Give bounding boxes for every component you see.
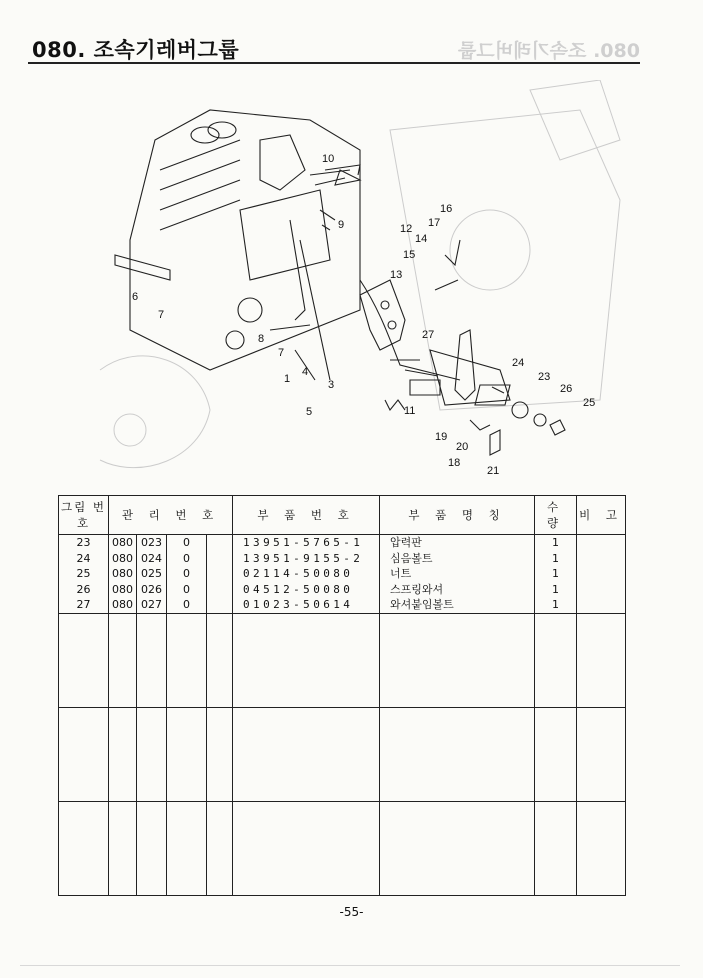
code-cell-2: [137, 645, 167, 661]
remark-cell: [577, 739, 626, 755]
quantity-cell: [535, 613, 577, 629]
ref-cell: [59, 864, 109, 880]
code-cell-2: [137, 770, 167, 786]
ref-cell: 27: [59, 597, 109, 613]
table-row-empty: [59, 613, 626, 629]
quantity-cell: [535, 879, 577, 895]
table-row-empty: [59, 645, 626, 661]
part-name-cell: [380, 864, 535, 880]
table-row-empty: [59, 817, 626, 833]
part-number-cell: [233, 691, 380, 707]
remark-cell: [577, 551, 626, 567]
ref-cell: [59, 645, 109, 661]
ref-cell: 25: [59, 566, 109, 582]
code-cell-1: [109, 864, 137, 880]
part-name-cell: [380, 754, 535, 770]
part-name-cell: [380, 691, 535, 707]
spacer-cell: [207, 754, 233, 770]
remark-cell: [577, 848, 626, 864]
code-cell-3: [167, 723, 207, 739]
code-cell-2: [137, 785, 167, 801]
callout-label: 23: [538, 371, 551, 383]
table-header-row: [59, 496, 626, 535]
header-rule: [28, 62, 640, 64]
callout-label: 7: [158, 309, 165, 321]
ref-cell: 26: [59, 582, 109, 598]
part-name-cell: [380, 785, 535, 801]
callout-label: 5: [306, 406, 313, 418]
callout-label: 17: [428, 217, 441, 229]
code-cell-2: [137, 613, 167, 629]
code-cell-2: 024: [137, 551, 167, 567]
quantity-cell: 1: [535, 582, 577, 598]
part-name-cell: [380, 879, 535, 895]
code-cell-1: [109, 801, 137, 817]
remark-cell: [577, 817, 626, 833]
code-cell-1: 080: [109, 566, 137, 582]
spacer-cell: [207, 629, 233, 645]
table-row-empty: [59, 691, 626, 707]
quantity-cell: [535, 833, 577, 849]
spacer-cell: [207, 864, 233, 880]
part-number-cell: [233, 879, 380, 895]
code-cell-2: [137, 739, 167, 755]
quantity-cell: [535, 848, 577, 864]
quantity-cell: [535, 770, 577, 786]
hardware-parts-drawing: [320, 210, 565, 455]
quantity-cell: [535, 629, 577, 645]
code-cell-2: 025: [137, 566, 167, 582]
code-cell-3: [167, 707, 207, 723]
callout-label: 25: [583, 397, 596, 409]
code-cell-2: [137, 723, 167, 739]
header-part: 부 품 번 호: [233, 496, 380, 535]
table-row-empty: [59, 848, 626, 864]
code-cell-3: 0: [167, 551, 207, 567]
part-number-cell: [233, 660, 380, 676]
part-number-cell: [233, 613, 380, 629]
remark-cell: [577, 754, 626, 770]
code-cell-1: [109, 645, 137, 661]
part-number-cell: [233, 629, 380, 645]
quantity-cell: [535, 645, 577, 661]
callout-label: 10: [322, 153, 335, 165]
code-cell-2: [137, 864, 167, 880]
code-cell-2: [137, 817, 167, 833]
code-cell-3: [167, 864, 207, 880]
code-cell-3: [167, 879, 207, 895]
spacer-cell: [207, 691, 233, 707]
quantity-cell: [535, 864, 577, 880]
code-cell-2: [137, 879, 167, 895]
code-cell-3: [167, 848, 207, 864]
remark-cell: [577, 691, 626, 707]
callout-label: 14: [415, 233, 428, 245]
code-cell-1: [109, 739, 137, 755]
code-cell-3: 0: [167, 566, 207, 582]
table-row-empty: [59, 660, 626, 676]
remark-cell: [577, 833, 626, 849]
remark-cell: [577, 785, 626, 801]
code-cell-3: [167, 801, 207, 817]
ref-cell: [59, 629, 109, 645]
callout-label: 20: [456, 441, 469, 453]
code-cell-3: [167, 645, 207, 661]
spacer-cell: [207, 770, 233, 786]
part-name-cell: [380, 660, 535, 676]
spacer-cell: [207, 645, 233, 661]
callout-label: 18: [448, 457, 461, 469]
part-name-cell: [380, 801, 535, 817]
remark-cell: [577, 770, 626, 786]
ref-cell: [59, 817, 109, 833]
code-cell-2: [137, 660, 167, 676]
code-cell-2: [137, 833, 167, 849]
code-cell-2: 027: [137, 597, 167, 613]
header-ref: 그림 번호: [59, 496, 109, 535]
table-row-empty: [59, 785, 626, 801]
table-row-empty: [59, 801, 626, 817]
ref-cell: [59, 613, 109, 629]
engine-block-drawing: [115, 110, 460, 380]
callout-label: 19: [435, 431, 448, 443]
table-row: [59, 566, 626, 582]
quantity-cell: [535, 676, 577, 692]
code-cell-1: [109, 691, 137, 707]
spacer-cell: [207, 817, 233, 833]
ref-cell: [59, 770, 109, 786]
ref-cell: [59, 739, 109, 755]
header-remark: 비 고: [577, 496, 626, 535]
code-cell-3: 0: [167, 582, 207, 598]
page-title: 080. 조속기레버그룹: [32, 38, 240, 62]
quantity-cell: 1: [535, 566, 577, 582]
code-cell-3: [167, 770, 207, 786]
part-name-cell: [380, 723, 535, 739]
part-number-cell: 04512-50080: [233, 582, 380, 598]
code-cell-1: 080: [109, 535, 137, 551]
ref-cell: [59, 848, 109, 864]
ref-cell: [59, 833, 109, 849]
part-name-cell: [380, 707, 535, 723]
page-number: -55-: [339, 905, 364, 919]
code-cell-2: [137, 629, 167, 645]
part-number-cell: [233, 770, 380, 786]
code-cell-2: [137, 848, 167, 864]
spacer-cell: [207, 723, 233, 739]
code-cell-1: [109, 676, 137, 692]
remark-cell: [577, 582, 626, 598]
code-cell-1: [109, 833, 137, 849]
quantity-cell: [535, 739, 577, 755]
remark-cell: [577, 723, 626, 739]
table-row-empty: [59, 879, 626, 895]
quantity-cell: [535, 785, 577, 801]
quantity-cell: [535, 660, 577, 676]
part-number-cell: 02114-50080: [233, 566, 380, 582]
part-number-cell: [233, 801, 380, 817]
callout-label: 24: [512, 357, 525, 369]
table-row-empty: [59, 770, 626, 786]
code-cell-1: 080: [109, 551, 137, 567]
code-cell-2: [137, 707, 167, 723]
spacer-cell: [207, 676, 233, 692]
remark-cell: [577, 566, 626, 582]
code-cell-1: [109, 785, 137, 801]
part-name-cell: [380, 739, 535, 755]
footer-rule: [20, 965, 680, 966]
quantity-cell: 1: [535, 551, 577, 567]
table-row: [59, 582, 626, 598]
header-qty: 수 량: [535, 496, 577, 535]
governor-lever-drawing: [310, 170, 510, 405]
table-row: [59, 597, 626, 613]
code-cell-3: [167, 613, 207, 629]
code-cell-1: 080: [109, 582, 137, 598]
code-cell-2: 026: [137, 582, 167, 598]
exploded-parts-diagram: [60, 80, 660, 485]
part-number-cell: 01023-50614: [233, 597, 380, 613]
code-cell-3: [167, 629, 207, 645]
code-cell-1: [109, 629, 137, 645]
spacer-cell: [207, 879, 233, 895]
remark-cell: [577, 864, 626, 880]
part-number-cell: [233, 707, 380, 723]
quantity-cell: [535, 801, 577, 817]
part-name-cell: [380, 645, 535, 661]
code-cell-1: 080: [109, 597, 137, 613]
table-row: [59, 551, 626, 567]
header-code: 관 리 번 호: [109, 496, 233, 535]
callout-label: 11: [404, 405, 416, 417]
ref-cell: 23: [59, 535, 109, 551]
callout-label: 9: [338, 219, 345, 231]
quantity-cell: [535, 707, 577, 723]
remark-cell: [577, 535, 626, 551]
callout-label: 13: [390, 269, 403, 281]
code-cell-1: [109, 754, 137, 770]
table-row-empty: [59, 629, 626, 645]
table-row-empty: [59, 754, 626, 770]
part-name-cell: [380, 848, 535, 864]
remark-cell: [577, 629, 626, 645]
ref-cell: [59, 707, 109, 723]
callout-label: 26: [560, 383, 573, 395]
part-name-cell: 스프링와셔: [380, 582, 535, 598]
table-row-empty: [59, 723, 626, 739]
code-cell-2: 023: [137, 535, 167, 551]
remark-cell: [577, 645, 626, 661]
callout-numbers: [132, 153, 595, 477]
part-number-cell: [233, 848, 380, 864]
callout-label: 27: [422, 329, 435, 341]
spacer-cell: [207, 582, 233, 598]
table-row-empty: [59, 864, 626, 880]
spacer-cell: [207, 801, 233, 817]
code-cell-3: [167, 660, 207, 676]
part-name-cell: [380, 817, 535, 833]
code-cell-1: [109, 848, 137, 864]
part-name-cell: 심음볼트: [380, 551, 535, 567]
header-name: 부 품 명 칭: [380, 496, 535, 535]
part-name-cell: [380, 770, 535, 786]
remark-cell: [577, 660, 626, 676]
callout-label: 3: [328, 379, 335, 391]
code-cell-3: [167, 676, 207, 692]
part-name-cell: 압력판: [380, 535, 535, 551]
code-cell-3: [167, 785, 207, 801]
code-cell-1: [109, 707, 137, 723]
remark-cell: [577, 801, 626, 817]
part-number-cell: [233, 785, 380, 801]
code-cell-2: [137, 676, 167, 692]
table-row: [59, 535, 626, 551]
parts-table: [58, 495, 626, 896]
quantity-cell: [535, 817, 577, 833]
code-cell-3: [167, 739, 207, 755]
code-cell-1: [109, 770, 137, 786]
spacer-cell: [207, 707, 233, 723]
quantity-cell: [535, 754, 577, 770]
spacer-cell: [207, 833, 233, 849]
table-row-empty: [59, 739, 626, 755]
quantity-cell: 1: [535, 535, 577, 551]
part-number-cell: [233, 754, 380, 770]
spacer-cell: [207, 535, 233, 551]
ref-cell: [59, 785, 109, 801]
part-name-cell: [380, 629, 535, 645]
code-cell-3: [167, 691, 207, 707]
remark-cell: [577, 707, 626, 723]
callout-label: 8: [258, 333, 265, 345]
spacer-cell: [207, 613, 233, 629]
quantity-cell: [535, 723, 577, 739]
callout-label: 7: [278, 347, 285, 359]
ref-cell: [59, 676, 109, 692]
part-number-cell: [233, 817, 380, 833]
callout-label: 6: [132, 291, 139, 303]
spacer-cell: [207, 566, 233, 582]
quantity-cell: [535, 691, 577, 707]
quantity-cell: 1: [535, 597, 577, 613]
ref-cell: [59, 691, 109, 707]
callout-label: 4: [302, 366, 309, 378]
code-cell-2: [137, 801, 167, 817]
code-cell-2: [137, 754, 167, 770]
code-cell-3: [167, 754, 207, 770]
ref-cell: [59, 660, 109, 676]
part-number-cell: 13951-5765-1: [233, 535, 380, 551]
remark-cell: [577, 676, 626, 692]
spacer-cell: [207, 597, 233, 613]
table-row-empty: [59, 676, 626, 692]
callout-label: 12: [400, 223, 413, 235]
code-cell-2: [137, 691, 167, 707]
code-cell-1: [109, 613, 137, 629]
part-name-cell: [380, 833, 535, 849]
callout-label: 21: [487, 465, 500, 477]
part-number-cell: 13951-9155-2: [233, 551, 380, 567]
callout-label: 1: [284, 373, 291, 385]
remark-cell: [577, 613, 626, 629]
part-name-cell: 와셔붙임볼트: [380, 597, 535, 613]
table-row-empty: [59, 707, 626, 723]
part-name-cell: [380, 613, 535, 629]
code-cell-1: [109, 817, 137, 833]
callout-label: 16: [440, 203, 453, 215]
code-cell-1: [109, 879, 137, 895]
part-name-cell: [380, 676, 535, 692]
ref-cell: [59, 723, 109, 739]
callout-label: 15: [403, 249, 416, 261]
part-name-cell: 너트: [380, 566, 535, 582]
code-cell-1: [109, 723, 137, 739]
part-number-cell: [233, 676, 380, 692]
table-row-empty: [59, 833, 626, 849]
part-number-cell: [233, 864, 380, 880]
ref-cell: 24: [59, 551, 109, 567]
code-cell-3: 0: [167, 597, 207, 613]
part-number-cell: [233, 739, 380, 755]
part-number-cell: [233, 833, 380, 849]
part-number-cell: [233, 645, 380, 661]
code-cell-3: [167, 833, 207, 849]
ref-cell: [59, 879, 109, 895]
ref-cell: [59, 801, 109, 817]
part-number-cell: [233, 723, 380, 739]
bleed-through-title: 080. 조속기레버그룹: [458, 40, 640, 62]
spacer-cell: [207, 551, 233, 567]
page-header: [28, 30, 640, 64]
spacer-cell: [207, 739, 233, 755]
ref-cell: [59, 754, 109, 770]
spacer-cell: [207, 660, 233, 676]
remark-cell: [577, 879, 626, 895]
remark-cell: [577, 597, 626, 613]
spacer-cell: [207, 785, 233, 801]
spacer-cell: [207, 848, 233, 864]
code-cell-3: [167, 817, 207, 833]
code-cell-3: 0: [167, 535, 207, 551]
code-cell-1: [109, 660, 137, 676]
